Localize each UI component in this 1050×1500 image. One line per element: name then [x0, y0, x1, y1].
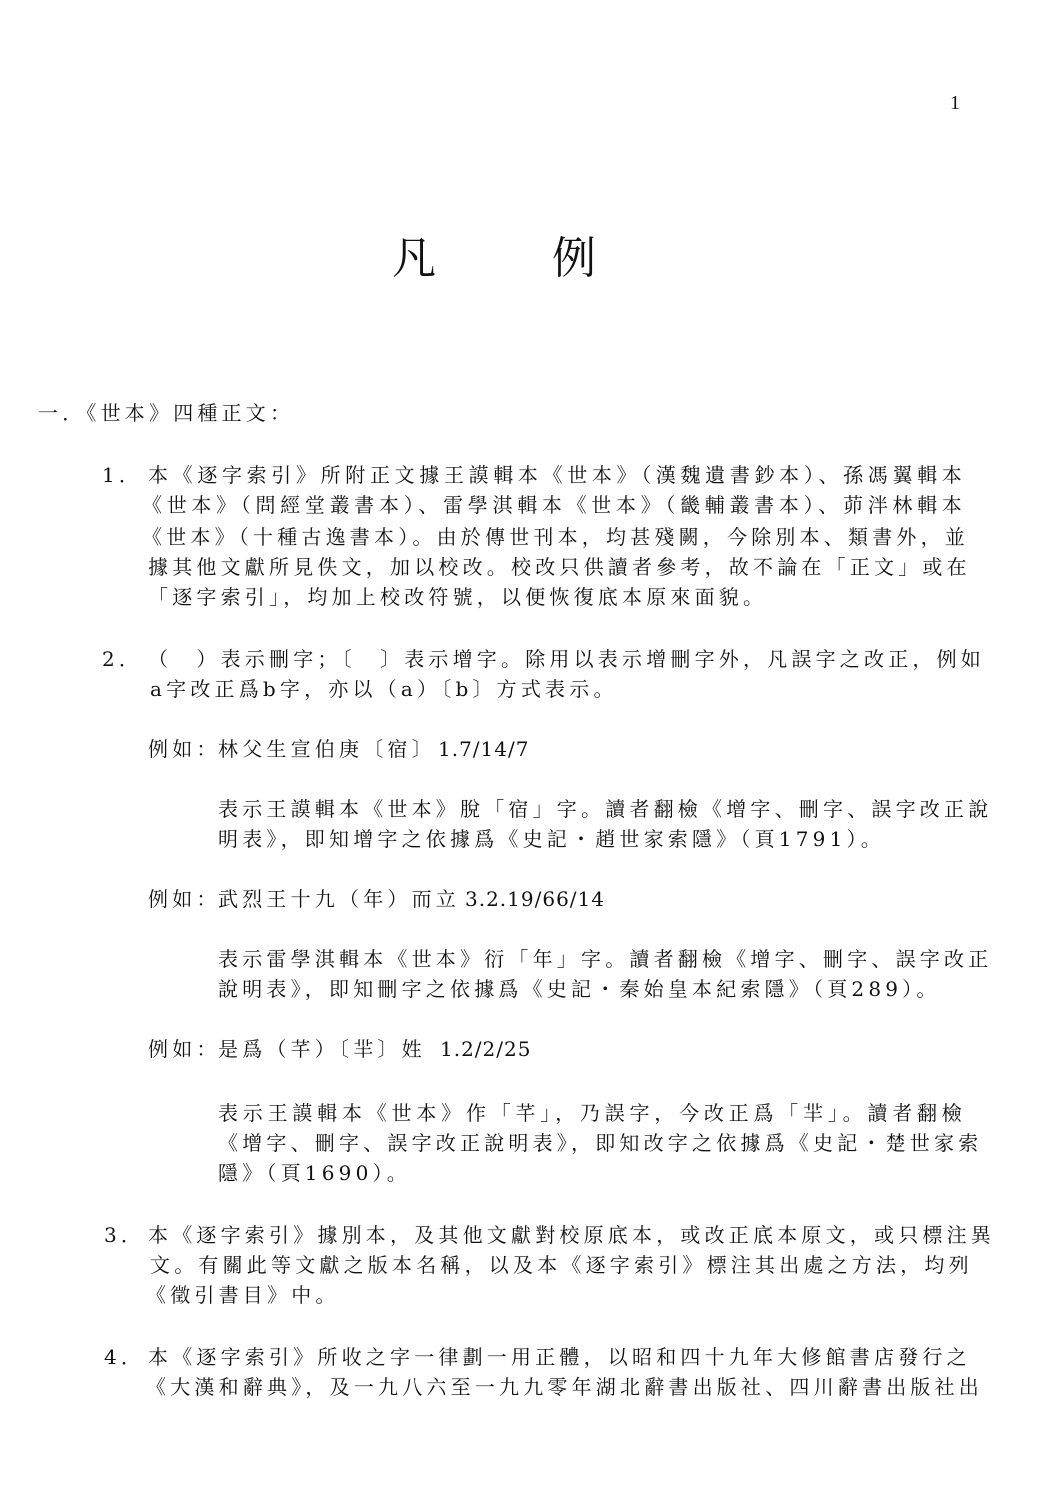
- page-number: 1: [950, 92, 960, 114]
- example-ref: 1.2/2/25: [440, 1037, 532, 1061]
- item-4-line: 《大漢和辭典》，及一九八六至一九九零年湖北辭書出版社、四川辭書出版社出: [146, 1375, 983, 1399]
- example-label: 例如：: [148, 737, 221, 761]
- example-explanation: 說明表》，即知刪字之依據爲《史記・秦始皇本紀索隱》（頁289）。: [218, 977, 941, 1001]
- item-1-line: 《世本》（十種古逸書本）。由於傳世刊本，均甚殘闕，今除別本、類書外，並: [142, 525, 969, 549]
- example-explanation: 《增字、刪字、誤字改正說明表》，即知改字之依據爲《史記・楚世家索: [218, 1131, 983, 1155]
- page-title-char-2: 例: [552, 233, 596, 284]
- example-explanation: 明表》，即知增字之依據爲《史記・趙世家索隱》（頁1791）。: [218, 827, 885, 851]
- item-3-line: 本《逐字索引》據別本，及其他文獻對校原底本，或改正底本原文，或只標注異: [148, 1223, 995, 1247]
- example-explanation: 隱》（頁1690）。: [218, 1161, 411, 1185]
- item-number: 4．: [104, 1345, 146, 1369]
- item-2-line: （ ）表示刪字；〔 〕表示增字。除用以表示增刪字外，凡誤字之改正，例如: [148, 647, 985, 671]
- item-4-line: 本《逐字索引》所收之字一律劃一用正體，以昭和四十九年大修館書店發行之: [148, 1345, 971, 1369]
- item-number: 1．: [102, 463, 144, 487]
- example-label: 例如：: [148, 887, 221, 911]
- item-3-line: 文。有關此等文獻之版本名稱，以及本《逐字索引》標注其出處之方法，均列: [150, 1253, 973, 1277]
- item-1-line: 《世本》（問經堂叢書本）、雷學淇輯本《世本》（畿輔叢書本）、茆泮林輯本: [142, 493, 966, 517]
- example-label: 例如：: [148, 1037, 221, 1061]
- item-1-line: 本《逐字索引》所附正文據王謨輯本《世本》（漢魏遺書鈔本）、孫馮翼輯本: [148, 463, 966, 487]
- example-text: 林父生宣伯庚〔宿〕: [218, 737, 436, 761]
- item-1-line: 據其他文獻所見佚文，加以校改。校改只供讀者參考，故不論在「正文」或在: [148, 555, 971, 579]
- example-explanation: 表示王謨輯本《世本》脫「宿」字。讀者翻檢《增字、刪字、誤字改正說: [218, 797, 993, 821]
- example-explanation: 表示雷學淇輯本《世本》衍「年」字。讀者翻檢《增字、刪字、誤字改正: [218, 947, 993, 971]
- item-1-line: 「逐字索引」，均加上校改符號，以便恢復底本原來面貌。: [148, 585, 768, 609]
- example-text: 武烈王十九（年）而立: [218, 887, 460, 911]
- item-2-line: a字改正爲b字，亦以（a）〔b〕方式表示。: [150, 677, 618, 701]
- section-heading: 一．《世本》四種正文：: [38, 401, 295, 425]
- example-explanation: 表示王謨輯本《世本》作「芊」，乃誤字，今改正爲「羋」。讀者翻檢: [218, 1101, 966, 1125]
- example-ref: 1.7/14/7: [438, 737, 530, 761]
- item-number: 3．: [104, 1223, 146, 1247]
- page-title-char-1: 凡: [392, 233, 436, 284]
- item-3-line: 《徵引書目》中。: [146, 1283, 340, 1307]
- example-text: 是爲（芊）〔羋〕姓: [218, 1037, 426, 1061]
- item-number: 2．: [102, 647, 144, 671]
- example-ref: 3.2.19/66/14: [465, 887, 605, 911]
